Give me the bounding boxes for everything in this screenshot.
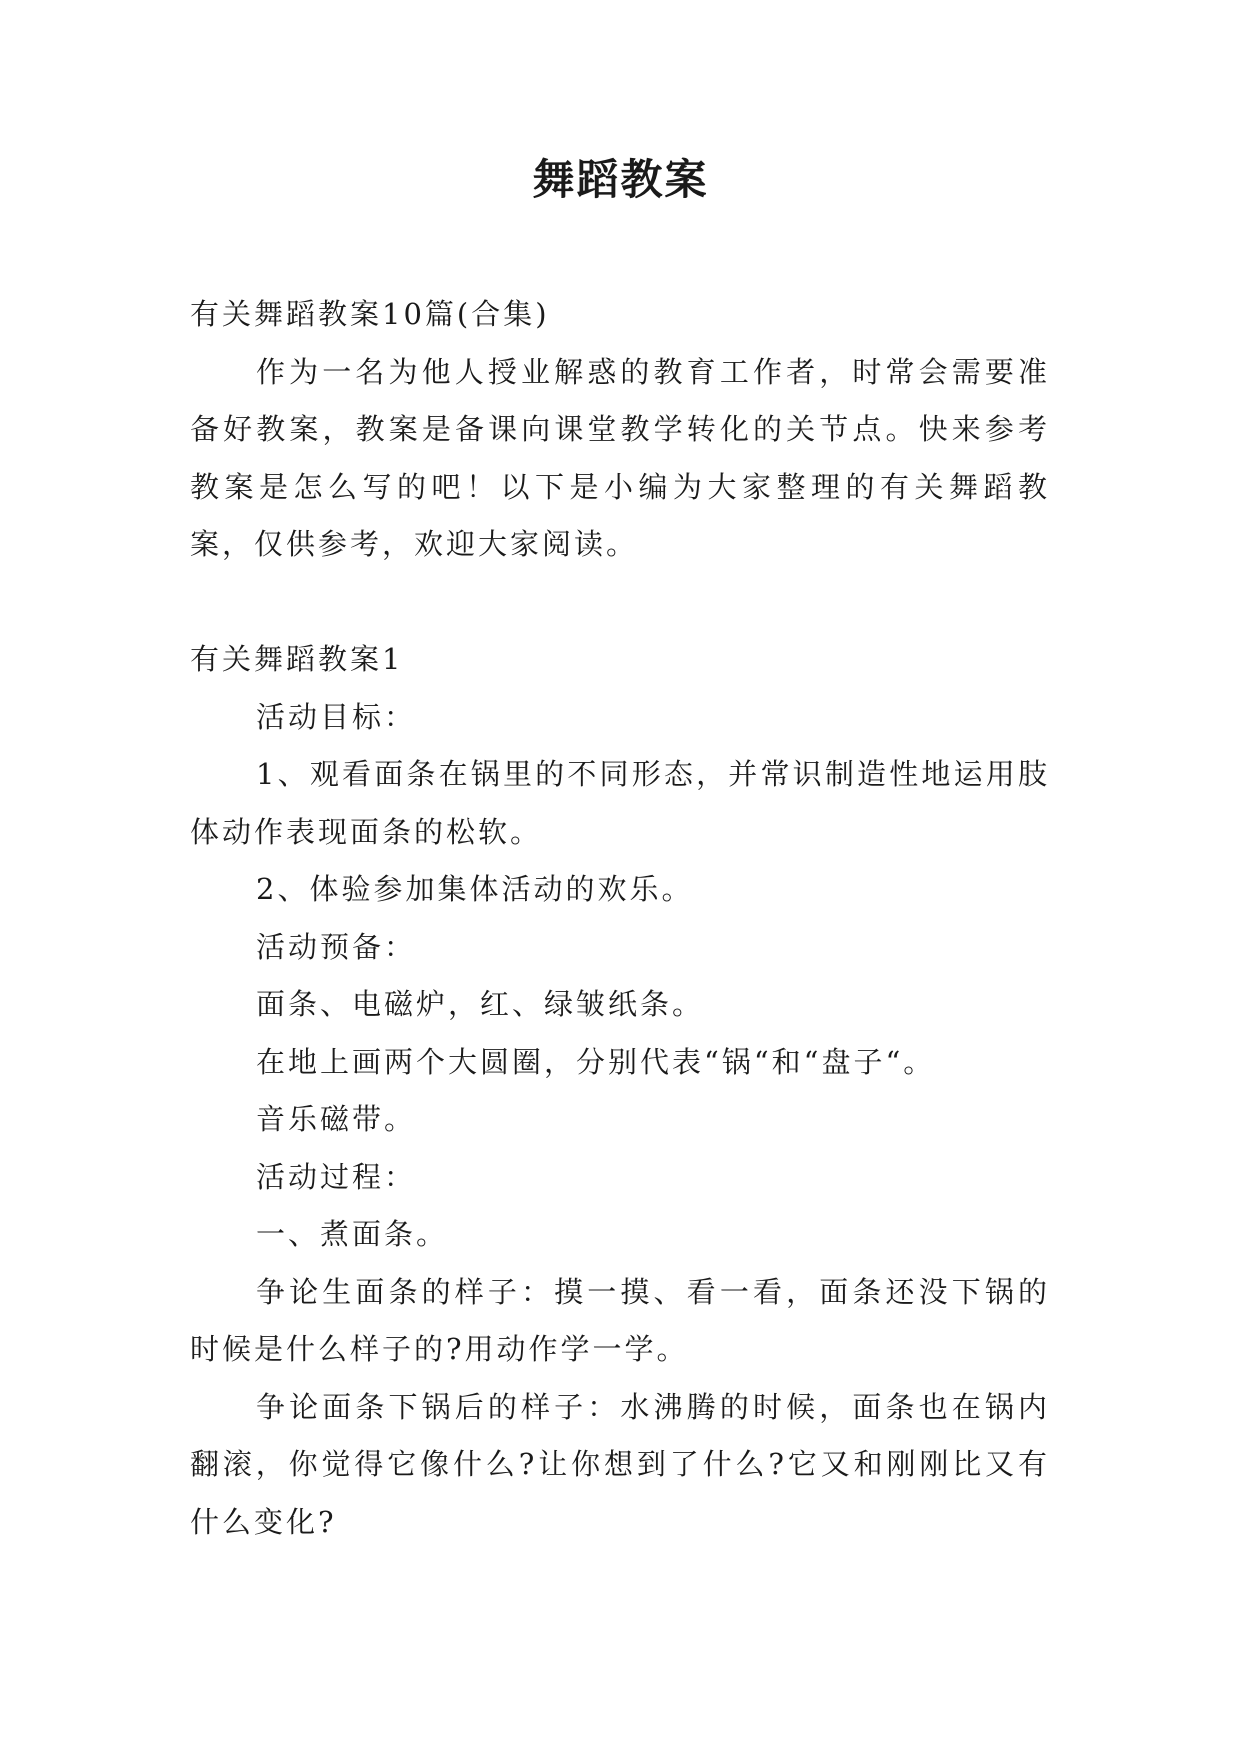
paragraph: 争论面条下锅后的样子：水沸腾的时候，面条也在锅内翻滚，你觉得它像什么?让你想到了什么?它又和刚刚比又有什么变化?	[190, 1389, 1050, 1539]
paragraph: 2、体验参加集体活动的欢乐。	[256, 872, 694, 906]
paragraph: 争论生面条的样子：摸一摸、看一看，面条还没下锅的时候是什么样子的?用动作学一学。	[190, 1274, 1050, 1366]
section-heading: 有关舞蹈教案1	[190, 642, 404, 676]
paragraph: 活动目标：	[256, 699, 417, 734]
document-title: 舞蹈教案	[532, 155, 709, 204]
paragraph: 面条、电磁炉，红、绿皱纸条。	[256, 987, 705, 1021]
paragraph: 活动预备：	[256, 929, 417, 964]
document-subtitle: 有关舞蹈教案10篇(合集)	[190, 297, 550, 331]
intro-paragraph: 作为一名为他人授业解惑的教育工作者，时常会需要准备好教案，教案是备课向课堂教学转化的关节点。快来参考教案是怎么写的吧！以下是小编为大家整理的有关舞蹈教案，仅供参考，欢迎大家阅读。	[190, 354, 1050, 561]
paragraph: 1、观看面条在锅里的不同形态，并常识制造性地运用肢体动作表现面条的松软。	[190, 757, 1050, 849]
paragraph: 一、煮面条。	[256, 1217, 449, 1251]
paragraph: 活动过程：	[256, 1159, 417, 1194]
document-body	[190, 286, 1050, 1551]
paragraph-spacer	[190, 574, 1050, 632]
paragraph: 音乐磁带。	[256, 1102, 417, 1136]
paragraph: 在地上画两个大圆圈，分别代表“锅“和“盘子“。	[256, 1044, 936, 1079]
